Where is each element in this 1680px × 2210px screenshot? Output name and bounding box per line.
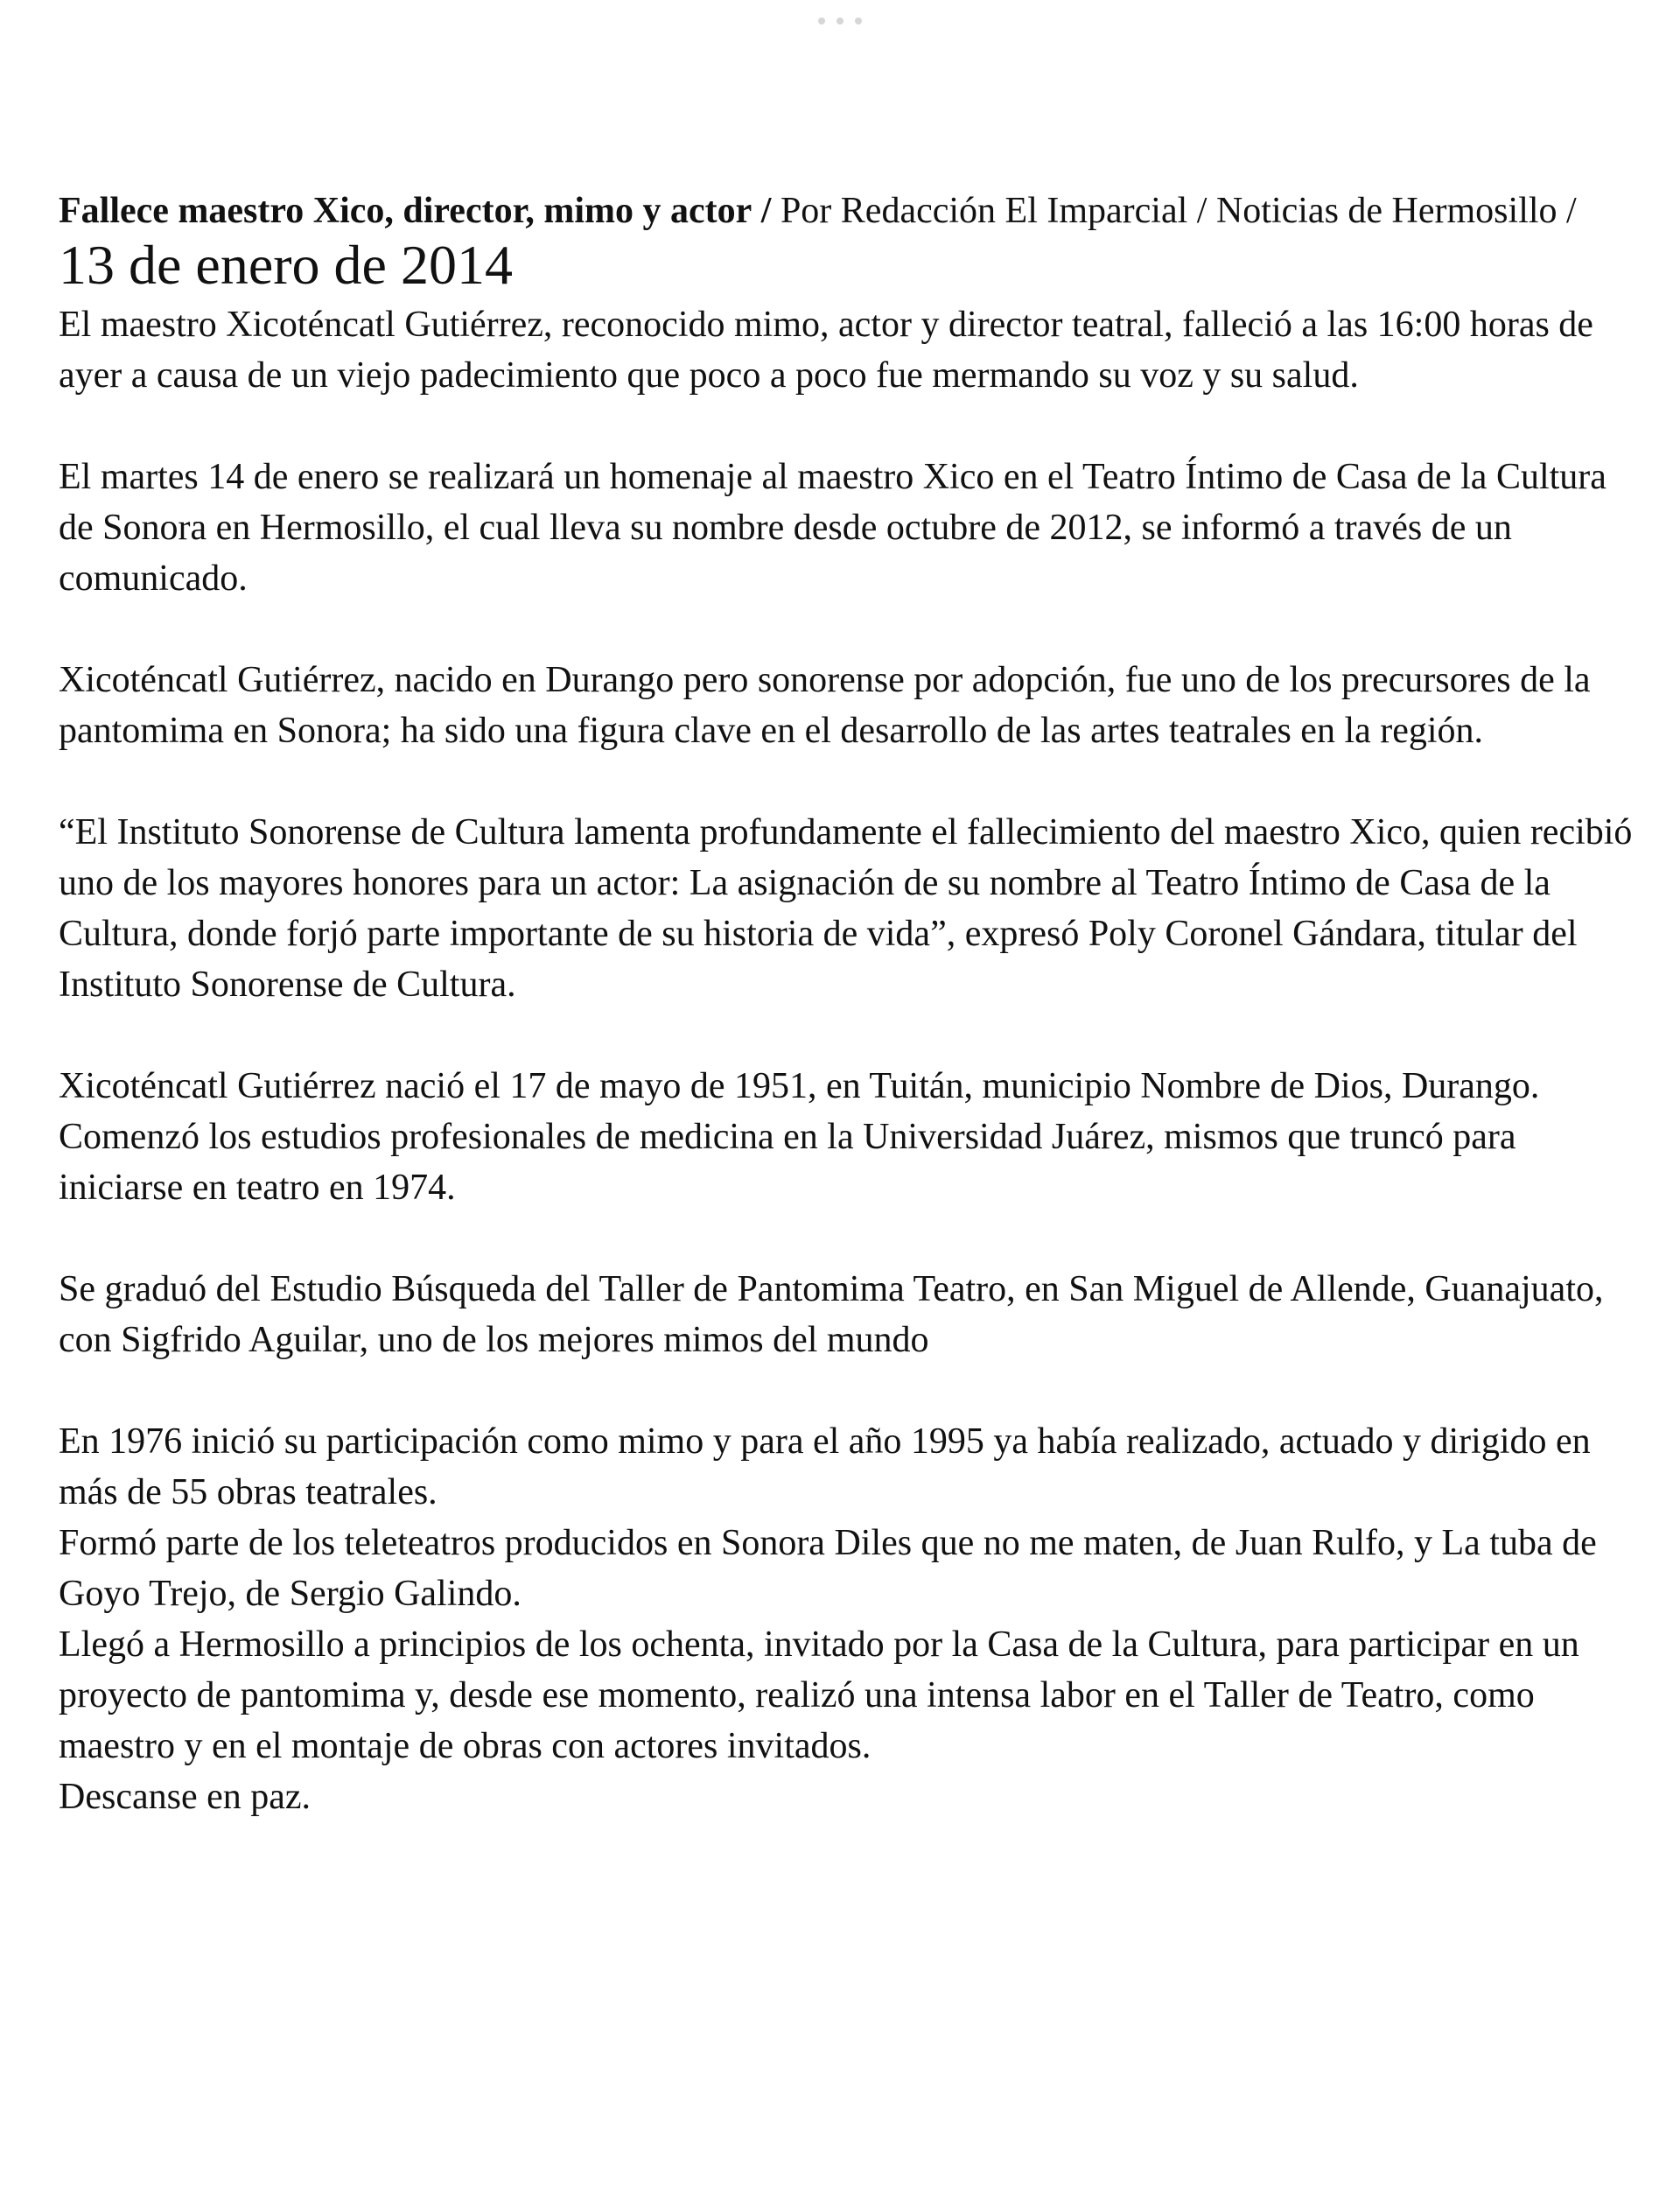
drag-dot (818, 18, 825, 25)
paragraph: Xicoténcatl Gutiérrez nació el 17 de mayo de 1951, en Tuitán, municipio Nombre de Dios, Durango. Comenzó los estudios profesionales de medicina en la Universidad Juárez, mismos que truncó para iniciarse en teatro en 1974. (59, 1066, 1540, 1208)
paragraph: Se graduó del Estudio Búsqueda del Taller de Pantomima Teatro, en San Miguel de Allende, Guanajuato, con Sigfrido Aguilar, uno de los mejores mimos del mundo (59, 1269, 1604, 1360)
article-title: Fallece maestro Xico, director, mimo y actor (59, 191, 752, 231)
closing-line: Descanse en paz. (59, 1777, 312, 1817)
paragraph: Formó parte de los teleteatros producidos en Sonora Diles que no me maten, de Juan Rulfo, y La tuba de Goyo Trejo, de Sergio Galindo. (59, 1523, 1597, 1614)
title-separator: / (760, 191, 772, 231)
article-header (59, 184, 1634, 299)
drag-dot (855, 18, 862, 25)
paragraph: En 1976 inició su participación como mimo y para el año 1995 ya había realizado, actuado y dirigido en más de 55 obras teatrales. (59, 1421, 1591, 1512)
paragraph: Llegó a Hermosillo a principios de los ochenta, invitado por la Casa de la Cultura, para participar en un proyecto de pantomima y, desde ese momento, realizó una intensa labor en el Taller de Teatro, como maestro y en el montaje de obras con actores invitados. (59, 1624, 1579, 1766)
article-date: 13 de enero de 2014 (59, 234, 513, 296)
paragraph: “El Instituto Sonorense de Cultura lamenta profundamente el fallecimiento del maestro Xico, quien recibió uno de los mayores honores para un actor: La asignación de su nombre al Teatro Íntimo de Casa de la Cultura, donde forjó parte importante de su historia de vida”, expresó Poly Coronel Gándara, titular del Instituto Sonorense de Cultura. (59, 812, 1633, 1005)
article-body (59, 299, 1634, 1822)
article-byline: Por Redacción El Imparcial / Noticias de Hermosillo / (780, 191, 1577, 231)
drag-dot (836, 18, 844, 25)
paragraph: El martes 14 de enero se realizará un homenaje al maestro Xico en el Teatro Íntimo de Casa de la Cultura de Sonora en Hermosillo, el cual lleva su nombre desde octubre de 2012, se informó a través de un comunicado. (59, 457, 1606, 599)
paragraph: El maestro Xicoténcatl Gutiérrez, reconocido mimo, actor y director teatral, falleció a las 16:00 horas de ayer a causa de un viejo padecimiento que poco a poco fue mermando su voz y su salud. (59, 305, 1593, 396)
drag-handle-icon[interactable] (818, 16, 862, 26)
article (59, 184, 1634, 1822)
paragraph: Xicoténcatl Gutiérrez, nacido en Durango pero sonorense por adopción, fue uno de los precursores de la pantomima en Sonora; ha sido una figura clave en el desarrollo de las artes teatrales en la región. (59, 660, 1591, 751)
